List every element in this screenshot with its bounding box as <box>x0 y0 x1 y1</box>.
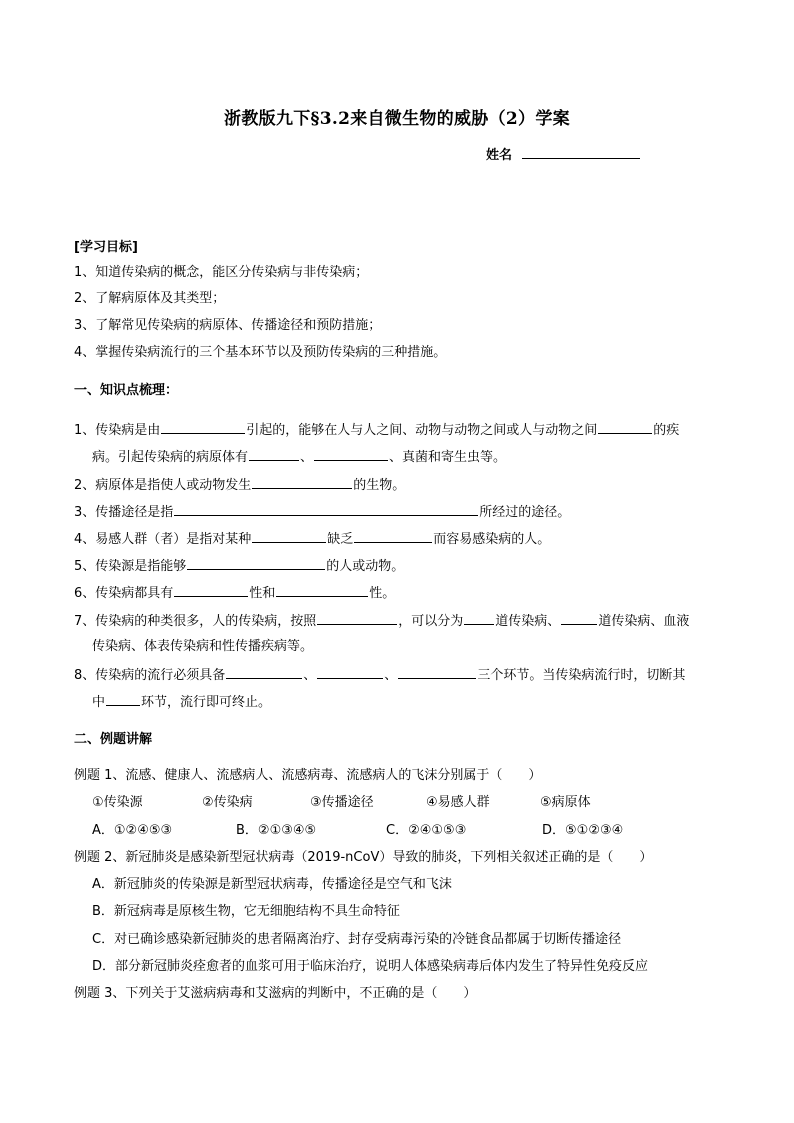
q-text: 道传染病、血液 <box>598 614 690 629</box>
choice-c[interactable]: C．对已确诊感染新冠肺炎的患者隔离治疗、封存受病毒污染的冷链食品都属于切断传播途径 <box>92 932 622 947</box>
question-2 <box>74 476 405 494</box>
q-text: 5、传染源是指能够 <box>74 559 187 574</box>
q-text: 所经过的途径。 <box>479 505 571 520</box>
objectives-heading: [学习目标] <box>74 240 138 255</box>
answer-blank[interactable] <box>226 666 302 679</box>
q-text: 2、病原体是指使人或动物发生 <box>74 478 252 493</box>
answer-blank[interactable] <box>161 421 245 434</box>
q-text: 而容易感染病的人。 <box>433 532 551 547</box>
answer-blank[interactable] <box>174 503 478 516</box>
choice-a[interactable]: A．新冠肺炎的传染源是新型冠状病毒，传播途径是空气和飞沫 <box>92 877 452 892</box>
question-6 <box>74 584 395 602</box>
question-1-line-1 <box>74 421 679 439</box>
name-blank[interactable] <box>522 146 640 159</box>
objective-item: 2、了解病原体及其类型； <box>74 291 226 306</box>
q-text: 的疾 <box>653 423 680 438</box>
document-title: 浙教版九下§3.2来自微生物的威胁（2）学案 <box>224 109 570 129</box>
section1-heading: 一、知识点梳理： <box>74 383 179 398</box>
q-text: 6、传染病都具有 <box>74 586 174 601</box>
q-text: 道传染病、 <box>495 614 561 629</box>
q-text: 8、传染病的流行必须具备 <box>74 668 226 683</box>
q-text: 、 <box>303 668 317 683</box>
answer-blank[interactable] <box>106 693 140 706</box>
q-text: 4、易感人群（者）是指对某种 <box>74 532 252 547</box>
example-3-stem: 例题 3、下列关于艾滋病病毒和艾滋病的判断中，不正确的是（ ） <box>74 986 477 1001</box>
question-8-line-1 <box>74 666 685 684</box>
question-7-line-2: 传染病、体表传染病和性传播疾病等。 <box>92 639 314 654</box>
choice-d[interactable]: D．部分新冠肺炎痊愈者的血浆可用于临床治疗，说明人体感染病毒后体内发生了特异性免疫反应 <box>92 959 649 974</box>
example-1-items <box>92 795 591 811</box>
q-text: 、真菌和寄生虫等。 <box>389 450 507 465</box>
answer-blank[interactable] <box>398 666 476 679</box>
answer-blank[interactable] <box>598 421 652 434</box>
answer-blank[interactable] <box>249 448 299 461</box>
q-text: 病。引起传染病的病原体有 <box>92 450 249 465</box>
section2-heading: 二、例题讲解 <box>74 732 153 747</box>
q-text: 的人或动物。 <box>326 559 405 574</box>
example-1-stem: 例题 1、流感、健康人、流感病人、流感病毒、流感病人的飞沫分别属于（ ） <box>74 768 542 783</box>
name-label: 姓名 <box>486 148 513 163</box>
answer-blank[interactable] <box>252 530 326 543</box>
choice-b[interactable]: B．②①③④⑤ <box>236 823 317 838</box>
question-1-line-2 <box>92 448 506 466</box>
q-text: 3、传播途径是指 <box>74 505 174 520</box>
example-item: ④易感人群 <box>426 795 490 810</box>
objective-item: 3、了解常见传染病的病原体、传播途径和预防措施； <box>74 318 382 333</box>
q-text: 7、传染病的种类很多，人的传染病，按照 <box>74 614 317 629</box>
choice-a[interactable]: A．①②④⑤③ <box>92 823 173 838</box>
answer-blank[interactable] <box>561 612 597 625</box>
q-text: ，可以分为 <box>398 614 464 629</box>
choice-d[interactable]: D．⑤①②③④ <box>542 823 624 838</box>
q-text: 1、传染病是由 <box>74 423 161 438</box>
q-text: 引起的，能够在人与人之间、动物与动物之间或人与动物之间 <box>246 423 598 438</box>
example-2-stem: 例题 2、新冠肺炎是感染新型冠状病毒（2019-nCoV）导致的肺炎，下列相关叙述正确的是（ ） <box>74 850 653 865</box>
answer-blank[interactable] <box>174 584 248 597</box>
name-field-line <box>486 144 640 163</box>
q-text: 缺乏 <box>327 532 354 547</box>
objective-item: 1、知道传染病的概念，能区分传染病与非传染病； <box>74 265 369 280</box>
choice-b[interactable]: B．新冠病毒是原核生物，它无细胞结构不具生命特征 <box>92 904 400 919</box>
q-text: 的生物。 <box>353 478 406 493</box>
choice-c[interactable]: C．②④①⑤③ <box>386 823 467 838</box>
example-item: ⑤病原体 <box>540 795 591 810</box>
q-text: 、 <box>300 450 314 465</box>
example-1-choices <box>92 823 623 839</box>
answer-blank[interactable] <box>187 557 325 570</box>
question-7-line-1 <box>74 612 689 630</box>
q-text: 环节，流行即可终止。 <box>141 695 272 710</box>
q-text: 性。 <box>369 586 396 601</box>
answer-blank[interactable] <box>464 612 494 625</box>
question-4 <box>74 530 550 548</box>
example-item: ②传染病 <box>202 795 253 810</box>
q-text: 、 <box>384 668 398 683</box>
q-text: 中 <box>92 695 106 710</box>
question-3 <box>74 503 570 521</box>
q-text: 性和 <box>249 586 276 601</box>
answer-blank[interactable] <box>276 584 368 597</box>
objective-item: 4、掌握传染病流行的三个基本环节以及预防传染病的三种措施。 <box>74 345 447 360</box>
answer-blank[interactable] <box>354 530 432 543</box>
question-8-line-2 <box>92 693 271 711</box>
answer-blank[interactable] <box>317 666 383 679</box>
answer-blank[interactable] <box>252 476 352 489</box>
q-text: 三个环节。当传染病流行时，切断其 <box>477 668 686 683</box>
answer-blank[interactable] <box>314 448 388 461</box>
example-item: ③传播途径 <box>310 795 374 810</box>
question-5 <box>74 557 404 575</box>
example-item: ①传染源 <box>92 795 143 810</box>
answer-blank[interactable] <box>317 612 397 625</box>
